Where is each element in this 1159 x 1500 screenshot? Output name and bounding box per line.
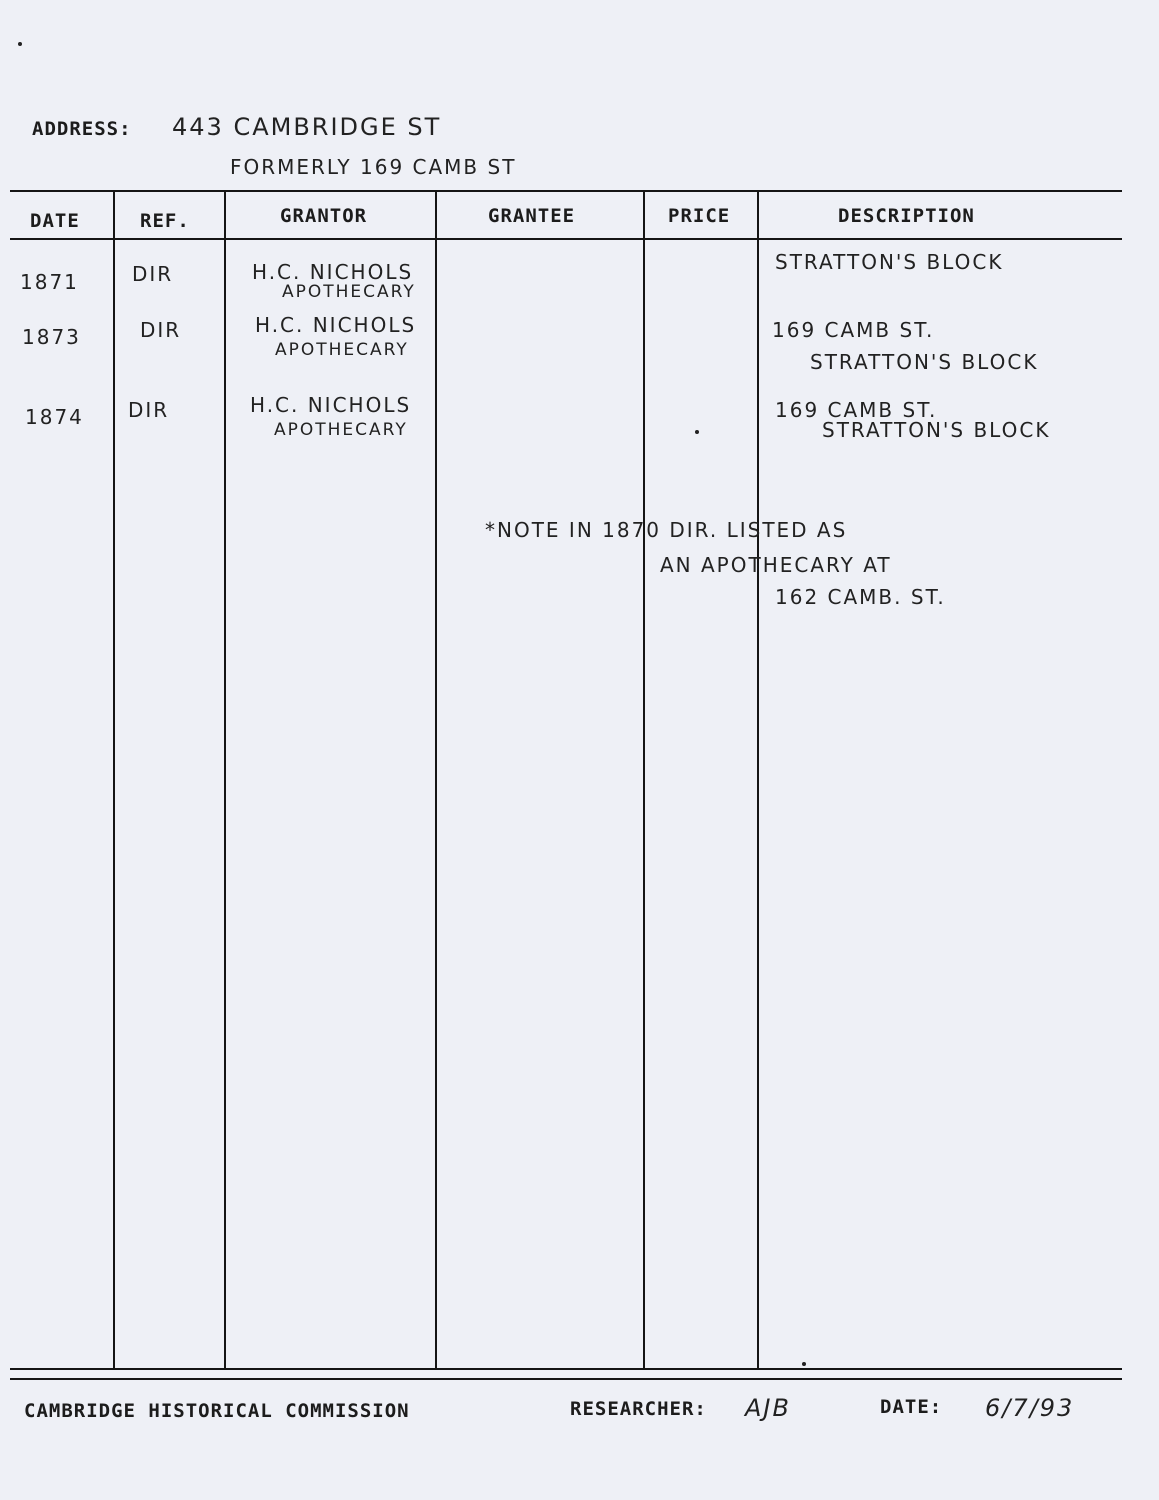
footer-rule [10, 1378, 1122, 1380]
footer-researcher-initials: AJB [745, 1394, 791, 1422]
note-line1: *NOTE IN 1870 DIR. LISTED AS [485, 518, 848, 542]
row-3-grantor-line1: H.C. NICHOLS [250, 393, 412, 417]
row-3-date: 1874 [25, 405, 84, 429]
stray-mark [18, 42, 22, 46]
row-1-ref: DIR [132, 262, 174, 286]
row-2-grantor-line2: APOTHECARY [275, 340, 409, 360]
column-header-grantor: GRANTOR [280, 205, 368, 227]
column-header-description: DESCRIPTION [838, 205, 975, 227]
stray-mark [695, 430, 699, 434]
row-3-grantor-line2: APOTHECARY [274, 420, 408, 440]
row-3-description-line2: STRATTON'S BLOCK [822, 418, 1051, 442]
note-line2: AN APOTHECARY AT [660, 553, 892, 577]
stray-mark [802, 1362, 806, 1366]
row-3-description-line1: 169 CAMB ST. [775, 398, 938, 422]
row-2-ref: DIR [140, 318, 182, 342]
footer-researcher-label: RESEARCHER: [570, 1398, 707, 1420]
footer-date-value: 6/7/93 [985, 1394, 1075, 1422]
table-top-rule [10, 190, 1122, 192]
column-header-date: DATE [30, 210, 80, 232]
row-1-date: 1871 [20, 270, 79, 294]
column-divider-ref [224, 192, 226, 1368]
column-divider-date [113, 192, 115, 1368]
formerly-address: FORMERLY 169 CAMB ST [230, 155, 517, 179]
row-2-description-line2: STRATTON'S BLOCK [810, 350, 1039, 374]
table-header-rule [10, 238, 1122, 240]
row-2-grantor-line1: H.C. NICHOLS [255, 313, 417, 337]
address-value: 443 CAMBRIDGE ST [172, 113, 442, 141]
row-2-date: 1873 [22, 325, 81, 349]
column-divider-grantor [435, 192, 437, 1368]
column-header-price: PRICE [668, 205, 731, 227]
row-1-description-line1: STRATTON'S BLOCK [775, 250, 1004, 274]
address-label: ADDRESS: [32, 118, 132, 140]
row-2-description-line1: 169 CAMB ST. [772, 318, 935, 342]
row-3-ref: DIR [128, 398, 170, 422]
note-line3: 162 CAMB. ST. [775, 585, 946, 609]
table-bottom-rule [10, 1368, 1122, 1370]
footer-date-label: DATE: [880, 1396, 943, 1418]
row-1-grantor-line2: APOTHECARY [282, 282, 416, 302]
row-1-grantor-line1: H.C. NICHOLS [252, 260, 414, 284]
column-divider-grantee [643, 192, 645, 1368]
footer-organization: CAMBRIDGE HISTORICAL COMMISSION [24, 1400, 410, 1422]
column-divider-price [757, 192, 759, 1368]
column-header-ref: REF. [140, 210, 190, 232]
column-header-grantee: GRANTEE [488, 205, 576, 227]
